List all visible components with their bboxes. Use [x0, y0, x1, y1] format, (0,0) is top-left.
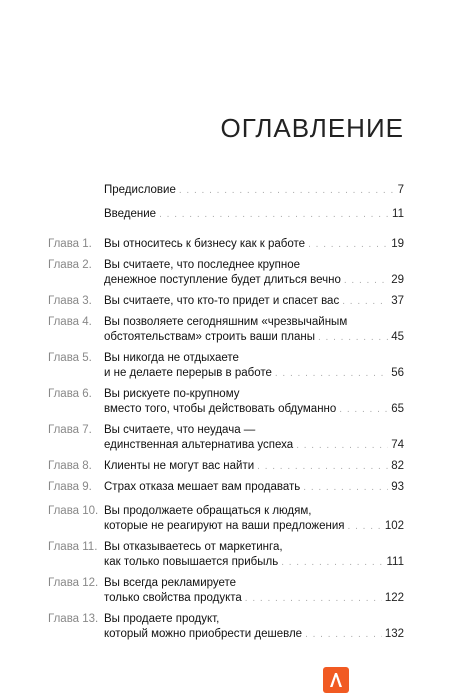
entry-title-row: [104, 366, 404, 381]
chapter-label: Глава 3.: [48, 295, 92, 307]
page-number: 45: [391, 331, 404, 343]
chapter-label: Глава 2.: [48, 259, 92, 271]
entry-title-line: единственная альтернатива успеха: [104, 439, 294, 451]
entry-body: [104, 351, 404, 381]
entry-title-line: Вы никогда не отдыхаете: [104, 352, 239, 364]
entry-body: [104, 540, 404, 570]
dot-leader: [308, 237, 388, 252]
dot-leader: [305, 627, 382, 642]
dot-leader: [303, 480, 388, 495]
entry-title-line: Клиенты не могут вас найти: [104, 460, 255, 472]
chapter-label: Глава 6.: [48, 388, 92, 400]
entry-body: [104, 387, 404, 417]
publisher-logo: [323, 667, 349, 693]
dot-leader: [348, 519, 382, 534]
entry-title-line: Вы позволяете сегодняшним «чрезвычайным: [104, 316, 348, 328]
page-number: 93: [391, 481, 404, 493]
entry-title-line: как только повышается прибыль: [104, 556, 279, 568]
page-number: 19: [391, 238, 404, 250]
entry-title-row: [104, 459, 404, 474]
entry-title-line: Введение: [104, 208, 157, 220]
entry-title-line: Вы считаете, что неудача —: [104, 424, 256, 436]
chapter-label: Глава 7.: [48, 424, 92, 436]
dot-leader: [257, 459, 388, 474]
dot-leader: [179, 183, 395, 198]
page-number: 74: [391, 439, 404, 451]
entry-title-line: Вы отказываетесь от маркетинга,: [104, 541, 283, 553]
entry-title-row: [104, 438, 404, 453]
dot-leader: [281, 555, 383, 570]
dot-leader: [342, 294, 388, 309]
chapter-label: Глава 1.: [48, 238, 92, 250]
entry-title-row: [104, 627, 404, 642]
dot-leader: [159, 207, 389, 222]
chapter-label: Глава 5.: [48, 352, 92, 364]
entry-title-line: Вы считаете, что кто-то придет и спасет вас: [104, 295, 340, 307]
entry-title-row: [104, 555, 404, 570]
page-number: 37: [391, 295, 404, 307]
entry-title-line: Предисловие: [104, 184, 176, 196]
entry-title-line: денежное поступление будет длиться вечно: [104, 274, 341, 286]
entry-body: [104, 237, 404, 252]
entry-title-line: Страх отказа мешает вам продавать: [104, 481, 301, 493]
page-number: 7: [397, 184, 404, 196]
entry-title-row: [104, 591, 404, 606]
entry-body: [104, 258, 404, 288]
page-number: 56: [391, 367, 404, 379]
publisher-logo-icon: [328, 671, 344, 689]
chapter-label: Глава 9.: [48, 481, 92, 493]
entry-title-row: [104, 294, 404, 309]
entry-title-row: [104, 519, 404, 534]
entry-title-line: и не делаете перерыв в работе: [104, 367, 272, 379]
page-number: 11: [392, 208, 404, 220]
page-number: 102: [384, 520, 404, 532]
entry-body: [104, 315, 404, 345]
chapter-label: Глава 8.: [48, 460, 92, 472]
page-number: 122: [384, 592, 404, 604]
entry-body: [104, 294, 404, 309]
entry-title-row: [104, 237, 404, 252]
entry-title-line: Вы продаете продукт,: [104, 613, 220, 625]
page-number: 65: [391, 403, 404, 415]
entry-title-line: обстоятельствам» строить ваши планы: [104, 331, 315, 343]
entry-body: [104, 504, 404, 534]
entry-title-row: [104, 183, 404, 198]
entry-title-row: [104, 480, 404, 495]
chapter-label: Глава 10.: [48, 505, 99, 517]
dot-leader: [339, 402, 388, 417]
page-number: 111: [386, 556, 404, 568]
entry-title-line: которые не реагируют на ваши предложения: [104, 520, 345, 532]
entry-title-row: [104, 273, 404, 288]
entry-title-line: который можно приобрести дешевле: [104, 628, 303, 640]
dot-leader: [275, 366, 388, 381]
dot-leader: [296, 438, 388, 453]
entry-body: [104, 576, 404, 606]
chapter-label: Глава 4.: [48, 316, 92, 328]
entry-body: [104, 423, 404, 453]
entry-body: [104, 207, 404, 222]
entry-title-line: Вы всегда рекламируете: [104, 577, 237, 589]
dot-leader: [344, 273, 388, 288]
entry-title-line: Вы рискуете по-крупному: [104, 388, 240, 400]
entry-title-row: [104, 402, 404, 417]
entry-title-line: Вы относитесь к бизнесу как к работе: [104, 238, 306, 250]
entry-title-row: [104, 207, 404, 222]
chapter-label: Глава 12.: [48, 577, 99, 589]
chapter-label: Глава 13.: [48, 613, 99, 625]
page-title: ОГЛАВЛЕНИЕ: [220, 113, 404, 143]
entry-title-line: Вы продолжаете обращаться к людям,: [104, 505, 312, 517]
page-number: 29: [391, 274, 404, 286]
entry-body: [104, 459, 404, 474]
entry-title-line: вместо того, чтобы действовать обдуманно: [104, 403, 337, 415]
chapter-label: Глава 11.: [48, 541, 98, 553]
entry-title-row: [104, 330, 404, 345]
entry-title-line: Вы считаете, что последнее крупное: [104, 259, 301, 271]
entry-body: [104, 612, 404, 642]
entry-body: [104, 480, 404, 495]
entry-title-line: только свойства продукта: [104, 592, 242, 604]
page-number: 82: [391, 460, 404, 472]
page-number: 132: [384, 628, 404, 640]
dot-leader: [318, 330, 388, 345]
dot-leader: [245, 591, 382, 606]
entry-body: [104, 183, 404, 198]
